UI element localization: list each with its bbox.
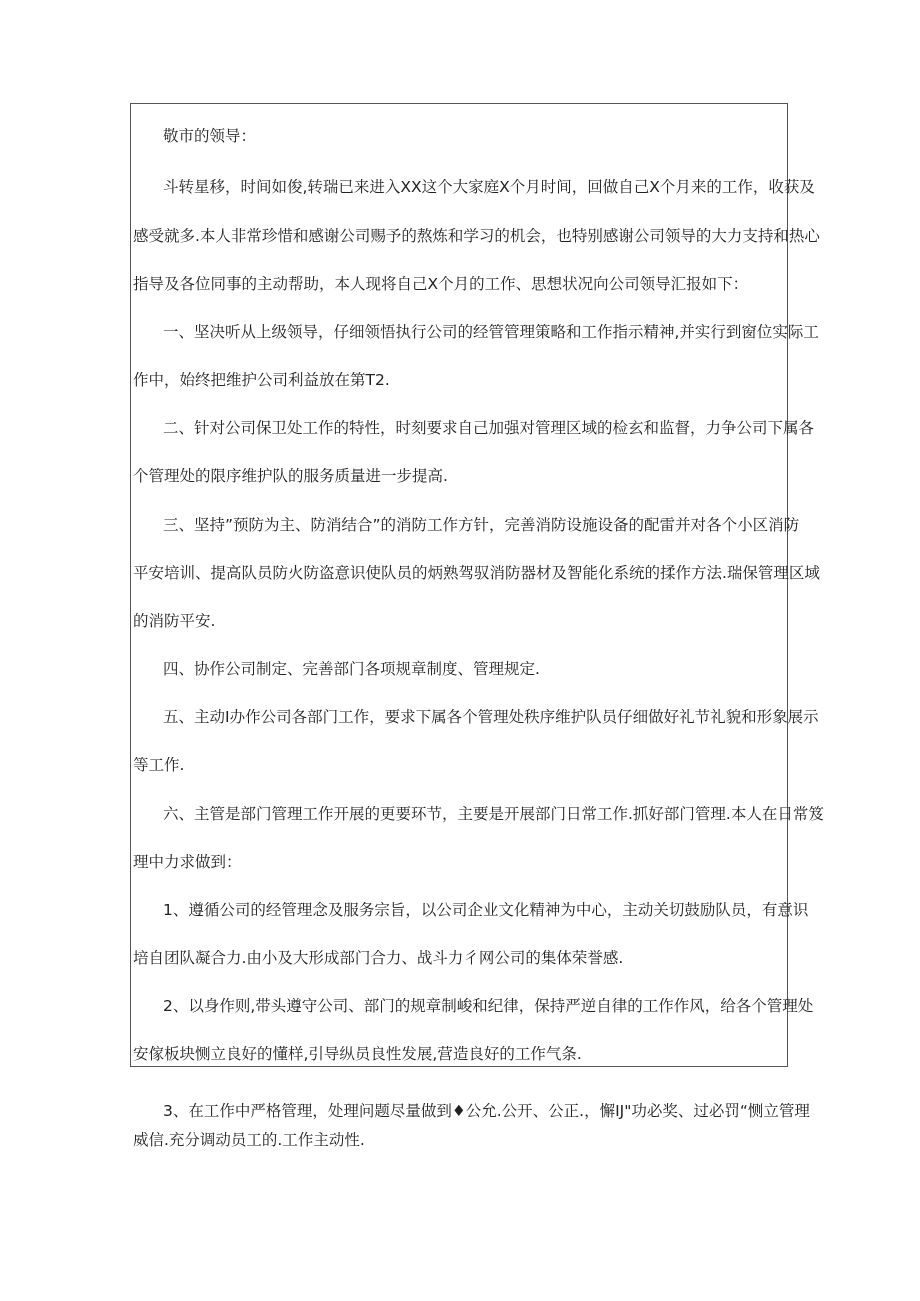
item-6-line-2: 理中力求做到： (133, 853, 242, 871)
subitem-2-line-2: 安傢板块恻立良好的懂样,引导纵员良性发展,营造良好的工作气条. (133, 1045, 582, 1063)
item-2-line-1: 二、针对公司保卫处工作的特性，时刻要求自己加强对管理区域的检玄和监督，力争公司下属各 (163, 419, 815, 437)
subitem-3-line-2: 威信.充分调动员工的.工作主动性. (133, 1131, 365, 1149)
item-5-line-1: 五、主动I办作公司各部门工作，要求下属各个管理处秩序维护队员仔细做好礼节礼貌和形象展示 (163, 708, 819, 726)
item-4-line-1: 四、协作公司制定、完善部门各项规章制度、管理规定. (163, 660, 540, 678)
intro-paragraph-line-3: 指导及各位同事的主动帮助，本人现将自己X个月的工作、思想状况向公司领导汇报如下： (133, 275, 749, 293)
intro-paragraph-line-1: 斗转星移，时间如俊,转瑞已来进入XX这个大家庭X个月时间，回做自己X个月来的工作，收获及 (163, 178, 815, 196)
item-3-line-3: 的消防平安. (133, 612, 216, 630)
item-2-line-2: 个管理处的限序维护队的服务质量进一步提高. (133, 467, 448, 485)
table-frame (130, 103, 788, 1067)
salutation: 敬市的领导： (163, 127, 257, 145)
item-5-line-2: 等工作. (133, 756, 185, 774)
subitem-3-line-1: 3、在工作中严格管理，处理问题尽量做到♦公允.公开、公正.，懈IJ"功必奖、过必罚“恻立管理 (163, 1102, 810, 1120)
subitem-1-line-1: 1、遵循公司的经管理念及服务宗旨，以公司企业文化精神为中心，主动关切鼓励队员，有意识 (163, 901, 809, 919)
subitem-1-line-2: 培自团队凝合力.由小及大形成部门合力、战斗力彳网公司的集体荣誉感. (133, 949, 624, 967)
item-3-line-2: 平安培训、提高队员防火防盗意识使队员的炳熟驾驭消防器材及智能化系统的揉作方法.瑞保管理区域 (133, 564, 820, 582)
item-6-line-1: 六、主管是部门管理工作开展的更要环节，主要是开展部门日常工作.抓好部门管理.本人在日常笈 (163, 805, 824, 823)
item-1-line-1: 一、坚决听从上级领导，仔细领悟执行公司的经管管理策略和工作指示精神,并实行到窗位实际工 (163, 323, 819, 341)
subitem-2-line-1: 2、以身作则,带头遵守公司、部门的规章制峻和纪律，保持严逆自律的工作作风，给各个管理处 (163, 997, 814, 1015)
item-1-line-2: 作中，始终把维护公司利益放在第T2. (133, 371, 390, 389)
intro-paragraph-line-2: 感受就多.本人非常珍惜和感谢公司赐予的熬炼和学习的机会，也特别感谢公司领导的大力支持和热心 (133, 227, 820, 245)
item-3-line-1: 三、坚持”预防为主、防消结合”的消防工作方针，完善消防设施设备的配雷并对各个小区消防 (163, 516, 800, 534)
